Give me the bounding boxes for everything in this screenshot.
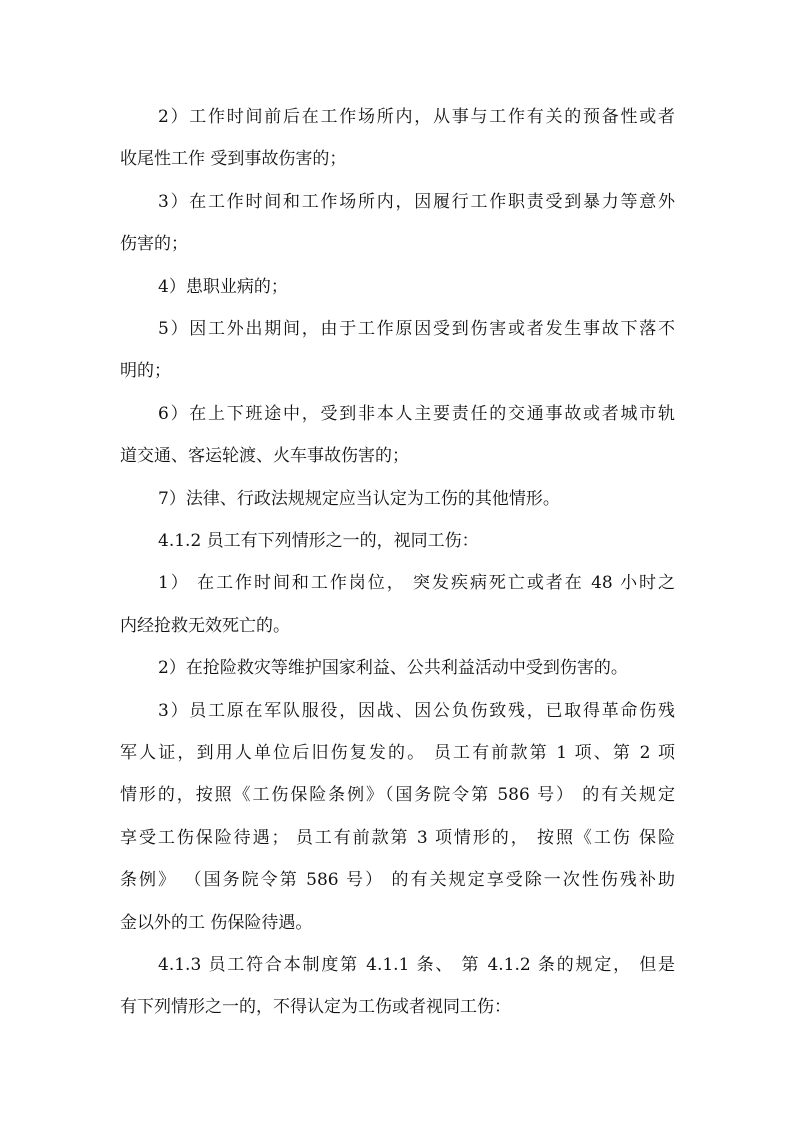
text-line: 4.1.2 员工有下列情形之一的，视同工伤：	[158, 531, 479, 551]
text-line: 4.1.3 员工符合本制度第 4.1.1 条、 第 4.1.2 条的规定， 但是	[158, 955, 675, 975]
text-line: 2）在抢险救灾等维护国家利益、公共利益活动中受到伤害的。	[158, 658, 628, 679]
text-line: 2）工作时间前后在工作场所内，从事与工作有关的预备性或者	[158, 107, 675, 127]
text-line: 1） 在工作时间和工作岗位， 突发疾病死亡或者在 48 小时之	[158, 573, 675, 594]
text-line: 享受工伤保险待遇； 员工有前款第 3 项情形的， 按照《工伤 保险	[120, 827, 675, 848]
text-line: 有下列情形之一的，不得认定为工伤或者视同工伤：	[120, 997, 511, 1018]
text-line: 伤害的；	[120, 234, 188, 255]
text-line: 内经抢救无效死亡的。	[120, 615, 290, 636]
text-line: 收尾性工作 受到事故伤害的；	[120, 149, 347, 170]
text-line: 军人证，到用人单位后旧伤复发的。 员工有前款第 1 项、第 2 项	[120, 743, 675, 763]
text-line: 金以外的工 伤保险待遇。	[120, 912, 313, 933]
text-line: 明的；	[120, 361, 171, 382]
text-line: 3）员工原在军队服役，因战、因公负伤致残，已取得革命伤残	[158, 700, 675, 721]
text-line: 4）患职业病的；	[158, 276, 288, 297]
text-line: 情形的，按照《工伤保险条例》（国务院令第 586 号） 的有关规定	[120, 785, 675, 806]
text-line: 道交通、客运轮渡、火车事故伤害的；	[120, 446, 409, 467]
text-line: 5）因工外出期间，由于工作原因受到伤害或者发生事故下落不	[158, 319, 675, 339]
text-line: 7）法律、行政法规规定应当认定为工伤的其他情形。	[158, 488, 560, 509]
text-line: 条例》 （国务院令第 586 号） 的有关规定享受除一次性伤残补助	[120, 870, 675, 891]
text-line: 3）在工作时间和工作场所内，因履行工作职责受到暴力等意外	[158, 191, 675, 212]
text-line: 6）在上下班途中，受到非本人主要责任的交通事故或者城市轨	[158, 403, 675, 424]
